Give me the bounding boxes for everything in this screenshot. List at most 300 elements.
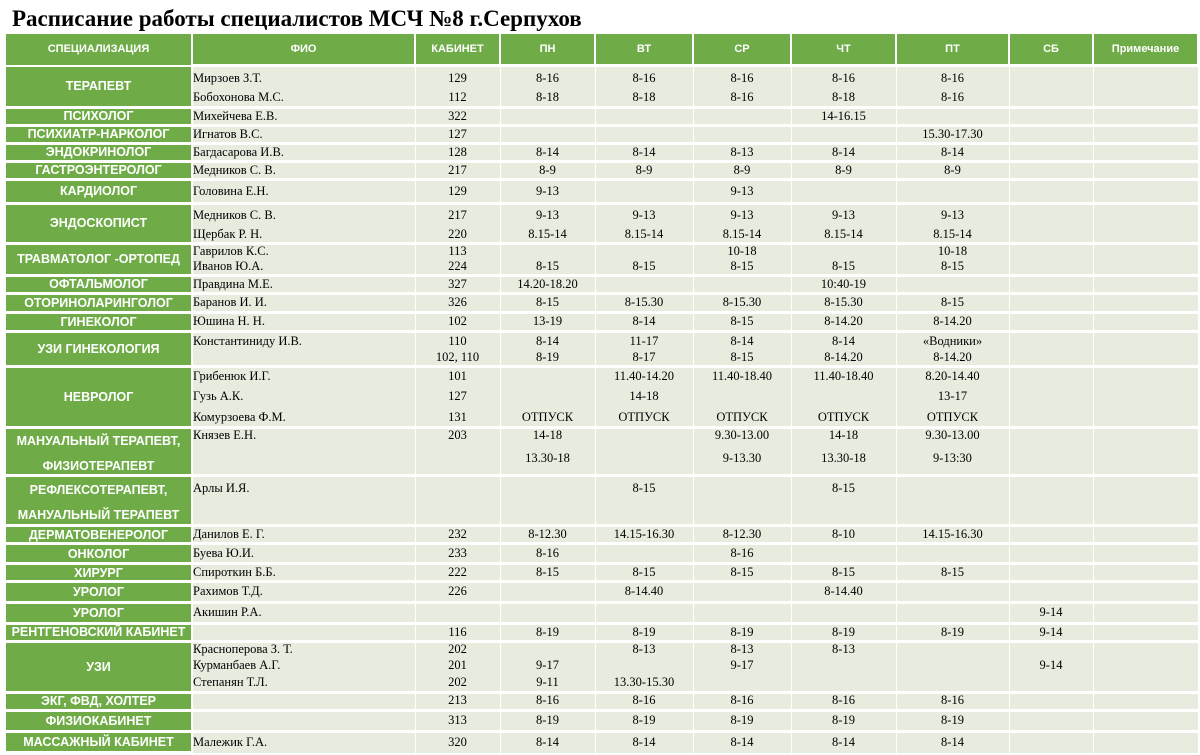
note-cell	[1093, 313, 1198, 332]
table-row	[5, 641, 1198, 657]
wed-cell: ОТПУСК	[693, 410, 791, 428]
wed-cell: 9.30-13.00	[693, 428, 791, 452]
note-cell	[1093, 91, 1198, 108]
mon-cell	[500, 367, 595, 385]
fri-cell: 8-15	[896, 294, 1009, 313]
wed-cell	[693, 108, 791, 126]
cab-cell	[415, 452, 500, 476]
thu-cell: 10:40-19	[791, 276, 896, 294]
fri-cell	[896, 582, 1009, 603]
header-thu: ЧТ	[791, 33, 896, 66]
fri-cell	[896, 501, 1009, 526]
note-cell	[1093, 244, 1198, 260]
tue-cell: 14-18	[595, 385, 693, 410]
cab-cell	[415, 476, 500, 501]
thu-cell: 8-15	[791, 476, 896, 501]
note-cell	[1093, 428, 1198, 452]
tue-cell: ОТПУСК	[595, 410, 693, 428]
note-cell	[1093, 351, 1198, 367]
note-cell	[1093, 603, 1198, 624]
fri-cell: «Водники»	[896, 332, 1009, 351]
specialization-cell: ХИРУРГ	[5, 564, 192, 582]
table-row	[5, 276, 1198, 294]
table-row	[5, 332, 1198, 351]
thu-cell: 8-14.20	[791, 313, 896, 332]
cab-cell: 116	[415, 624, 500, 641]
wed-cell: 8-15.30	[693, 294, 791, 313]
mon-cell: 13-19	[500, 313, 595, 332]
fio-cell: Бобохонова М.С.	[192, 91, 415, 108]
specialization-cell: ТРАВМАТОЛОГ -ОРТОПЕД	[5, 244, 192, 276]
mon-cell: 8-14	[500, 332, 595, 351]
thu-cell: 8-15	[791, 564, 896, 582]
wed-cell	[693, 582, 791, 603]
note-cell	[1093, 228, 1198, 244]
table-row	[5, 144, 1198, 162]
cab-cell: 102	[415, 313, 500, 332]
fio-cell: Юшина Н. Н.	[192, 313, 415, 332]
specialization-label: РЕФЛЕКСОТЕРАПЕВТ,	[29, 483, 168, 498]
fri-cell: 8.15-14	[896, 228, 1009, 244]
specialization-cell: ОТОРИНОЛАРИНГОЛОГ	[5, 294, 192, 313]
note-cell	[1093, 162, 1198, 180]
thu-cell	[791, 501, 896, 526]
header-fio: ФИО	[192, 33, 415, 66]
note-cell	[1093, 731, 1198, 752]
wed-cell: 8-15	[693, 260, 791, 276]
sat-cell	[1009, 204, 1093, 228]
sat-cell	[1009, 675, 1093, 692]
sat-cell	[1009, 180, 1093, 204]
sat-cell	[1009, 66, 1093, 91]
tue-cell: 8-17	[595, 351, 693, 367]
cab-cell: 217	[415, 162, 500, 180]
specialization-cell: ГИНЕКОЛОГ	[5, 313, 192, 332]
fri-cell: 14.15-16.30	[896, 526, 1009, 544]
fio-cell: Правдина М.Е.	[192, 276, 415, 294]
fio-cell: Мирзоев З.Т.	[192, 66, 415, 91]
thu-cell: 8-16	[791, 66, 896, 91]
cab-cell: 110	[415, 332, 500, 351]
cab-cell: 129	[415, 66, 500, 91]
sat-cell	[1009, 564, 1093, 582]
wed-cell	[693, 385, 791, 410]
tue-cell	[595, 501, 693, 526]
specialization-cell: УЗИ ГИНЕКОЛОГИЯ	[5, 332, 192, 367]
table-row	[5, 710, 1198, 731]
mon-cell: 9-13	[500, 204, 595, 228]
table-row	[5, 526, 1198, 544]
header-row	[5, 33, 1198, 66]
thu-cell: 11.40-18.40	[791, 367, 896, 385]
mon-cell: 8-12.30	[500, 526, 595, 544]
thu-cell	[791, 544, 896, 564]
fio-cell: Гузь А.К.	[192, 385, 415, 410]
thu-cell: ОТПУСК	[791, 410, 896, 428]
schedule-table	[4, 32, 1199, 754]
note-cell	[1093, 452, 1198, 476]
table-row	[5, 476, 1198, 501]
sat-cell	[1009, 313, 1093, 332]
tue-cell	[595, 544, 693, 564]
cab-cell: 101	[415, 367, 500, 385]
specialization-cell: ГАСТРОЭНТЕРОЛОГ	[5, 162, 192, 180]
thu-cell: 8-15.30	[791, 294, 896, 313]
thu-cell	[791, 385, 896, 410]
mon-cell: 8-15	[500, 260, 595, 276]
tue-cell: 8-14	[595, 144, 693, 162]
note-cell	[1093, 108, 1198, 126]
wed-cell: 8-16	[693, 91, 791, 108]
fio-cell: Баранов И. И.	[192, 294, 415, 313]
fio-cell	[192, 351, 415, 367]
thu-cell: 8.15-14	[791, 228, 896, 244]
thu-cell: 8-13	[791, 641, 896, 657]
fio-cell	[192, 624, 415, 641]
note-cell	[1093, 410, 1198, 428]
sat-cell	[1009, 452, 1093, 476]
mon-cell: 9-11	[500, 675, 595, 692]
note-cell	[1093, 367, 1198, 385]
thu-cell	[791, 126, 896, 144]
fio-cell: Гаврилов К.С.	[192, 244, 415, 260]
cab-cell: 202	[415, 641, 500, 657]
table-body	[5, 66, 1198, 753]
tue-cell	[595, 657, 693, 675]
table-row	[5, 544, 1198, 564]
mon-cell	[500, 108, 595, 126]
header-tue: ВТ	[595, 33, 693, 66]
cab-cell: 320	[415, 731, 500, 752]
thu-cell: 14-16.15	[791, 108, 896, 126]
fio-cell: Малежик Г.А.	[192, 731, 415, 752]
fri-cell: 8-15	[896, 564, 1009, 582]
tue-cell: 8-16	[595, 66, 693, 91]
table-row	[5, 126, 1198, 144]
thu-cell	[791, 244, 896, 260]
wed-cell: 10-18	[693, 244, 791, 260]
tue-cell: 8-13	[595, 641, 693, 657]
fio-cell: Спироткин Б.Б.	[192, 564, 415, 582]
note-cell	[1093, 204, 1198, 228]
specialization-cell: УЗИ	[5, 641, 192, 692]
wed-cell: 8-16	[693, 544, 791, 564]
cab-cell: 128	[415, 144, 500, 162]
specialization-cell: ОФТАЛЬМОЛОГ	[5, 276, 192, 294]
tue-cell: 8-9	[595, 162, 693, 180]
mon-cell: 9-13	[500, 180, 595, 204]
cab-cell: 113	[415, 244, 500, 260]
table-row	[5, 367, 1198, 385]
note-cell	[1093, 582, 1198, 603]
fri-cell: 8-19	[896, 710, 1009, 731]
note-cell	[1093, 675, 1198, 692]
table-row	[5, 313, 1198, 332]
sat-cell	[1009, 501, 1093, 526]
fio-cell: Акишин Р.А.	[192, 603, 415, 624]
table-row	[5, 582, 1198, 603]
thu-cell: 8-10	[791, 526, 896, 544]
wed-cell	[693, 501, 791, 526]
cab-cell: 233	[415, 544, 500, 564]
note-cell	[1093, 126, 1198, 144]
tue-cell	[595, 244, 693, 260]
cab-cell: 112	[415, 91, 500, 108]
fri-cell: 8-14.20	[896, 351, 1009, 367]
specialization-cell: УРОЛОГ	[5, 603, 192, 624]
table-row	[5, 624, 1198, 641]
sat-cell	[1009, 582, 1093, 603]
tue-cell	[595, 428, 693, 452]
thu-cell	[791, 180, 896, 204]
fio-cell	[192, 501, 415, 526]
wed-cell: 8-13	[693, 641, 791, 657]
tue-cell	[595, 452, 693, 476]
note-cell	[1093, 144, 1198, 162]
mon-cell: 8-16	[500, 692, 595, 710]
tue-cell: 8-14	[595, 731, 693, 752]
note-cell	[1093, 294, 1198, 313]
tue-cell: 13.30-15.30	[595, 675, 693, 692]
cab-cell: 217	[415, 204, 500, 228]
header-fri: ПТ	[896, 33, 1009, 66]
specialization-cell: МАССАЖНЫЙ КАБИНЕТ	[5, 731, 192, 752]
thu-cell: 8-14.20	[791, 351, 896, 367]
thu-cell: 8-9	[791, 162, 896, 180]
fio-cell: Медников С. В.	[192, 162, 415, 180]
sat-cell	[1009, 294, 1093, 313]
fri-cell	[896, 544, 1009, 564]
note-cell	[1093, 180, 1198, 204]
table-row	[5, 108, 1198, 126]
fri-cell: 8-19	[896, 624, 1009, 641]
wed-cell	[693, 476, 791, 501]
note-cell	[1093, 385, 1198, 410]
wed-cell: 8-19	[693, 624, 791, 641]
thu-cell: 8-14.40	[791, 582, 896, 603]
wed-cell	[693, 276, 791, 294]
sat-cell	[1009, 731, 1093, 752]
sat-cell	[1009, 641, 1093, 657]
sat-cell: 9-14	[1009, 624, 1093, 641]
note-cell	[1093, 624, 1198, 641]
tue-cell: 8-15	[595, 260, 693, 276]
specialization-cell: НЕВРОЛОГ	[5, 367, 192, 428]
fio-cell: Данилов Е. Г.	[192, 526, 415, 544]
wed-cell: 8-15	[693, 351, 791, 367]
fri-cell: 8-14	[896, 731, 1009, 752]
mon-cell	[500, 501, 595, 526]
wed-cell: 8-16	[693, 66, 791, 91]
sat-cell	[1009, 351, 1093, 367]
wed-cell	[693, 603, 791, 624]
mon-cell: 8-19	[500, 351, 595, 367]
cab-cell	[415, 603, 500, 624]
fri-cell	[896, 476, 1009, 501]
fri-cell: 9.30-13.00	[896, 428, 1009, 452]
table-row	[5, 564, 1198, 582]
specialization-cell: ЭКГ, ФВД, ХОЛТЕР	[5, 692, 192, 710]
thu-cell: 9-13	[791, 204, 896, 228]
specialization-label: МАНУАЛЬНЫЙ ТЕРАПЕВТ,	[16, 434, 181, 449]
table-row	[5, 692, 1198, 710]
fio-cell: Багдасарова И.В.	[192, 144, 415, 162]
fri-cell: 9-13:30	[896, 452, 1009, 476]
note-cell	[1093, 276, 1198, 294]
note-cell	[1093, 641, 1198, 657]
thu-cell: 14-18	[791, 428, 896, 452]
mon-cell: 8-15	[500, 294, 595, 313]
cab-cell: 226	[415, 582, 500, 603]
cab-cell: 327	[415, 276, 500, 294]
sat-cell	[1009, 91, 1093, 108]
sat-cell	[1009, 244, 1093, 260]
table-row	[5, 731, 1198, 752]
thu-cell: 8-19	[791, 624, 896, 641]
fio-cell: Комурзоева Ф.М.	[192, 410, 415, 428]
tue-cell: 8-16	[595, 692, 693, 710]
specialization-cell: ФИЗИОКАБИНЕТ	[5, 710, 192, 731]
fio-cell	[192, 692, 415, 710]
wed-cell: 8-16	[693, 692, 791, 710]
cab-cell: 131	[415, 410, 500, 428]
cab-cell: 224	[415, 260, 500, 276]
tue-cell	[595, 180, 693, 204]
note-cell	[1093, 657, 1198, 675]
cab-cell: 313	[415, 710, 500, 731]
sat-cell	[1009, 332, 1093, 351]
sat-cell	[1009, 710, 1093, 731]
thu-cell: 8-19	[791, 710, 896, 731]
sat-cell	[1009, 692, 1093, 710]
mon-cell: 8-15	[500, 564, 595, 582]
fri-cell: 8-14	[896, 144, 1009, 162]
header-note: Примечание	[1093, 33, 1198, 66]
fio-cell: Князев Е.Н.	[192, 428, 415, 452]
fri-cell: 10-18	[896, 244, 1009, 260]
specialization-cell: ЭНДОКРИНОЛОГ	[5, 144, 192, 162]
cab-cell: 203	[415, 428, 500, 452]
cab-cell: 220	[415, 228, 500, 244]
mon-cell	[500, 603, 595, 624]
sat-cell	[1009, 410, 1093, 428]
cab-cell: 232	[415, 526, 500, 544]
mon-cell: 14.20-18.20	[500, 276, 595, 294]
tue-cell: 8-15	[595, 476, 693, 501]
tue-cell: 14.15-16.30	[595, 526, 693, 544]
sat-cell	[1009, 108, 1093, 126]
tue-cell: 11.40-14.20	[595, 367, 693, 385]
sat-cell	[1009, 476, 1093, 501]
fri-cell: 13-17	[896, 385, 1009, 410]
header-cab: КАБИНЕТ	[415, 33, 500, 66]
mon-cell: ОТПУСК	[500, 410, 595, 428]
specialization-cell: ДЕРМАТОВЕНЕРОЛОГ	[5, 526, 192, 544]
mon-cell: 8-19	[500, 710, 595, 731]
sat-cell	[1009, 276, 1093, 294]
note-cell	[1093, 332, 1198, 351]
sat-cell: 9-14	[1009, 603, 1093, 624]
fio-cell: Грибенюк И.Г.	[192, 367, 415, 385]
table-row	[5, 180, 1198, 204]
tue-cell: 11-17	[595, 332, 693, 351]
mon-cell	[500, 476, 595, 501]
thu-cell	[791, 603, 896, 624]
tue-cell: 8-18	[595, 91, 693, 108]
fri-cell: 8-14.20	[896, 313, 1009, 332]
sat-cell	[1009, 260, 1093, 276]
mon-cell: 8-14	[500, 731, 595, 752]
fio-cell	[192, 710, 415, 731]
fri-cell: 8-15	[896, 260, 1009, 276]
cab-cell: 127	[415, 126, 500, 144]
fri-cell: 8-16	[896, 66, 1009, 91]
fri-cell	[896, 108, 1009, 126]
specialization-cell: ЭНДОСКОПИСТ	[5, 204, 192, 244]
tue-cell	[595, 276, 693, 294]
table-row	[5, 162, 1198, 180]
cab-cell: 201	[415, 657, 500, 675]
wed-cell: 8-15	[693, 313, 791, 332]
fri-cell	[896, 657, 1009, 675]
fio-cell: Иванов Ю.А.	[192, 260, 415, 276]
cab-cell: 102, 110	[415, 351, 500, 367]
specialization-cell: ПСИХИАТР-НАРКОЛОГ	[5, 126, 192, 144]
fri-cell: 8-16	[896, 692, 1009, 710]
wed-cell: 8-15	[693, 564, 791, 582]
header-wed: СР	[693, 33, 791, 66]
note-cell	[1093, 476, 1198, 501]
note-cell	[1093, 564, 1198, 582]
tue-cell: 8-19	[595, 624, 693, 641]
wed-cell: 9-13.30	[693, 452, 791, 476]
note-cell	[1093, 501, 1198, 526]
cab-cell: 222	[415, 564, 500, 582]
table-row	[5, 294, 1198, 313]
thu-cell	[791, 657, 896, 675]
note-cell	[1093, 66, 1198, 91]
thu-cell: 8-14	[791, 731, 896, 752]
sat-cell	[1009, 367, 1093, 385]
fri-cell	[896, 603, 1009, 624]
header-sat: СБ	[1009, 33, 1093, 66]
note-cell	[1093, 544, 1198, 564]
table-row	[5, 603, 1198, 624]
sat-cell	[1009, 228, 1093, 244]
mon-cell: 8-14	[500, 144, 595, 162]
sat-cell	[1009, 385, 1093, 410]
fri-cell	[896, 276, 1009, 294]
mon-cell	[500, 126, 595, 144]
mon-cell: 8.15-14	[500, 228, 595, 244]
tue-cell: 8-14	[595, 313, 693, 332]
mon-cell: 14-18	[500, 428, 595, 452]
specialization-cell: ТЕРАПЕВТ	[5, 66, 192, 108]
thu-cell: 8-15	[791, 260, 896, 276]
header-mon: ПН	[500, 33, 595, 66]
cab-cell: 326	[415, 294, 500, 313]
note-cell	[1093, 526, 1198, 544]
mon-cell	[500, 385, 595, 410]
fio-cell: Константиниду И.В.	[192, 332, 415, 351]
mon-cell: 13.30-18	[500, 452, 595, 476]
cab-cell: 129	[415, 180, 500, 204]
mon-cell: 8-16	[500, 66, 595, 91]
tue-cell: 8-15.30	[595, 294, 693, 313]
fri-cell: 15.30-17.30	[896, 126, 1009, 144]
wed-cell: 11.40-18.40	[693, 367, 791, 385]
page-title: Расписание работы специалистов МСЧ №8 г.Серпухов	[12, 6, 582, 31]
